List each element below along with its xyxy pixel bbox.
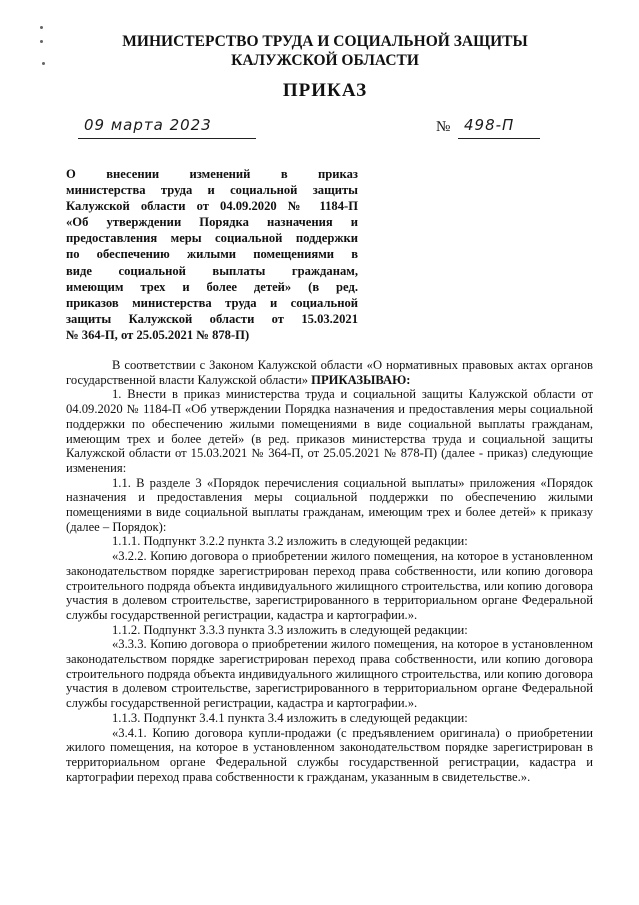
decree-keyword: ПРИКАЗЫВАЮ:	[311, 372, 411, 387]
paragraph-1: 1. Внести в приказ министерства труда и социальной защиты Калужской области от 04.09.2020 № 1184-П «Об утверждении Порядка назначения и предоставления меры социальной поддержки по обеспечению жилыми помещениями в виде социальной выплаты гражданам, имеющим трех и более детей» (в ред. приказов министерства труда и социальной защиты Калужской области от 15.03.2021 № 364-П, от 25.05.2021 № 878-П) (далее - приказ) следующие изменения:	[66, 387, 593, 475]
subject-line: № 364-П, от 25.05.2021 № 878-П)	[66, 327, 250, 342]
paragraph-1-1-3: 1.1.3. Подпункт 3.4.1 пункта 3.4 изложить в следующей редакции:	[112, 710, 468, 725]
paragraph-1-1-2: 1.1.2. Подпункт 3.3.3 пункта 3.3 изложить в следующей редакции:	[112, 622, 468, 637]
subject-line: имеющим трех и более детей» (в ред.	[66, 279, 358, 294]
quote-3-4-1: «3.4.1. Копию договора купли-продажи (с предъявлением оригинала) о приобретении жилого помещения, на которое в установленном законодательством порядке зарегистрирован в территориальном органе Федеральной службы государственной регистрации, кадастра и картографии переход права собственности к гражданам, указанным в свидетельстве.».	[66, 725, 593, 784]
subject-line: министерства труда и социальной защиты	[66, 183, 358, 198]
subject-line: приказов министерства труда и социальной	[66, 295, 358, 310]
paragraph-1-1-1: 1.1.1. Подпункт 3.2.2 пункта 3.2 изложить в следующей редакции:	[112, 534, 468, 549]
number-underline	[458, 116, 540, 139]
number-sign: №	[436, 119, 451, 135]
ministry-name-line1: МИНИСТЕРСТВО ТРУДА И СОЦИАЛЬНОЙ ЗАЩИТЫ	[122, 33, 528, 50]
order-body	[66, 358, 593, 784]
date-field	[78, 116, 256, 139]
order-number-field	[436, 116, 576, 138]
handwritten-date: 09 марта 2023	[84, 116, 212, 134]
handwritten-number: 498-П	[464, 116, 515, 134]
subject-line: виде социальной выплаты гражданам,	[66, 263, 358, 278]
quote-3-2-2: «3.2.2. Копию договора о приобретении жилого помещения, на которое в установленном законодательством порядке зарегистрирован переход права собственности, или копию договора строительного подряда объекта индивидуального жилищного строительства, или копию договора участия в долевом строительстве, зарегистрированного в территориальном органе Федеральной службы государственной регистрации, кадастра и картографии.».	[66, 549, 593, 622]
order-subject	[66, 166, 358, 343]
ministry-name-line2: КАЛУЖСКОЙ ОБЛАСТИ	[231, 52, 419, 69]
subject-line: Калужской области от 04.09.2020 № 1184-П	[66, 199, 358, 214]
preamble-paragraph	[66, 358, 593, 387]
subject-line: предоставления меры социальной поддержки	[66, 231, 358, 246]
subject-line: «Об утверждении Порядка назначения и	[66, 215, 358, 230]
subject-line: по обеспечению жилыми помещениями в	[66, 247, 358, 262]
subject-line: О внесении изменений в приказ	[66, 167, 358, 181]
ministry-header	[40, 32, 610, 70]
scan-artifact	[40, 26, 43, 29]
quote-3-3-3: «3.3.3. Копию договора о приобретении жилого помещения, на которое в установленном законодательством порядке зарегистрирован переход права собственности, или копию договора строительного подряда объекта индивидуального жилищного строительства, или копию договора участия в долевом строительстве, зарегистрированного в территориальном органе Федеральной службы государственной регистрации, кадастра и картографии.».	[66, 637, 593, 711]
preamble-text: В соответствии с Законом Калужской области «О нормативных правовых актах органов государственной власти Калужской области»	[66, 358, 593, 387]
subject-line: защиты Калужской области от 15.03.2021	[66, 311, 358, 326]
document-type-title: ПРИКАЗ	[282, 80, 368, 101]
paragraph-1-1: 1.1. В разделе 3 «Порядок перечисления социальной выплаты» приложения «Порядок назначения и предоставления меры социальной поддержки по обеспечению жилыми помещениями в виде социальной выплаты гражданам, имеющим трех и более детей» к приказу (далее – Порядок):	[66, 475, 593, 534]
